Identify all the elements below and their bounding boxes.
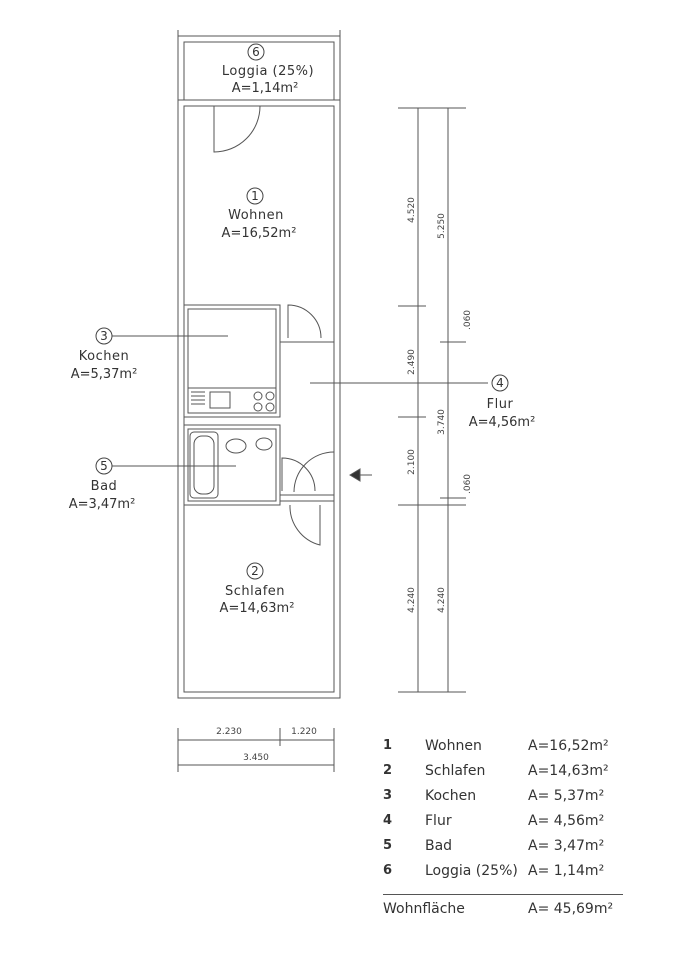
legend-area: A= 4,56m² [528,813,605,829]
dim-060-bottom: .060 [463,473,473,495]
legend-name: Loggia (25%) [425,863,518,879]
legend-num: 3 [383,788,393,803]
legend-name: Bad [425,838,453,854]
room-6-number: 6 [252,45,260,59]
room-2-area: A=14,63m² [219,601,295,616]
dim-060-top: .060 [463,309,473,331]
room-6-area: A=1,14m² [231,81,299,96]
legend-total-row [383,901,623,927]
legend-name: Flur [425,813,452,829]
room-3-name: Kochen [78,349,130,364]
room-2-number: 2 [251,564,259,578]
room-3-area: A=5,37m² [70,367,138,382]
legend-row [383,788,623,813]
door-eingang [294,452,334,492]
legend-name: Schlafen [425,763,486,779]
room-1-number: 1 [251,189,259,203]
total-area: A= 45,69m² [528,901,614,917]
room-3-number: 3 [100,329,108,343]
legend-row [383,813,623,838]
room-2-name: Schlafen [224,584,286,599]
door-kueche [288,305,321,338]
dim-3740: 3.740 [437,409,447,435]
legend-row [383,838,623,863]
room-4-name: Flur [486,397,514,412]
total-label: Wohnfläche [383,901,465,917]
dim-4240-right: 4.240 [437,587,447,613]
legend-num: 1 [383,738,393,753]
room-4-number: 4 [496,376,504,390]
legend-name: Wohnen [425,738,482,754]
legend-num: 2 [383,763,393,778]
room-5-number: 5 [100,459,108,473]
door-schlafen [290,505,320,545]
legend-area: A=14,63m² [528,763,609,779]
door-wohnen [214,106,260,152]
dim-4240-left: 4.240 [407,587,417,613]
legend-area: A= 1,14m² [528,863,605,879]
entrance-arrow-icon [350,469,360,481]
legend-area: A=16,52m² [528,738,609,754]
legend-row [383,863,623,888]
legend-area: A= 3,47m² [528,838,605,854]
sink [226,439,246,453]
dim-3450: 3.450 [243,753,269,763]
room-4-area: A=4,56m² [468,415,536,430]
area-legend [383,738,623,927]
room-5-area: A=3,47m² [68,497,136,512]
dim-2490: 2.490 [407,349,417,375]
legend-row [383,738,623,763]
legend-row [383,763,623,788]
legend-name: Kochen [425,788,477,804]
legend-num: 6 [383,863,393,878]
legend-num: 5 [383,838,393,853]
dim-1220: 1.220 [291,727,317,737]
door-bad [282,458,315,491]
toilet [256,438,272,450]
dim-2230: 2.230 [216,727,242,737]
dim-5250: 5.250 [437,213,447,239]
dim-4520: 4.520 [407,197,417,223]
legend-num: 4 [383,813,393,828]
legend-divider [383,894,623,895]
room-1-name: Wohnen [228,208,284,223]
room-1-area: A=16,52m² [221,226,297,241]
legend-area: A= 5,37m² [528,788,605,804]
room-6-name: Loggia (25%) [221,64,315,79]
dim-2100: 2.100 [407,449,417,475]
room-5-name: Bad [90,479,118,494]
